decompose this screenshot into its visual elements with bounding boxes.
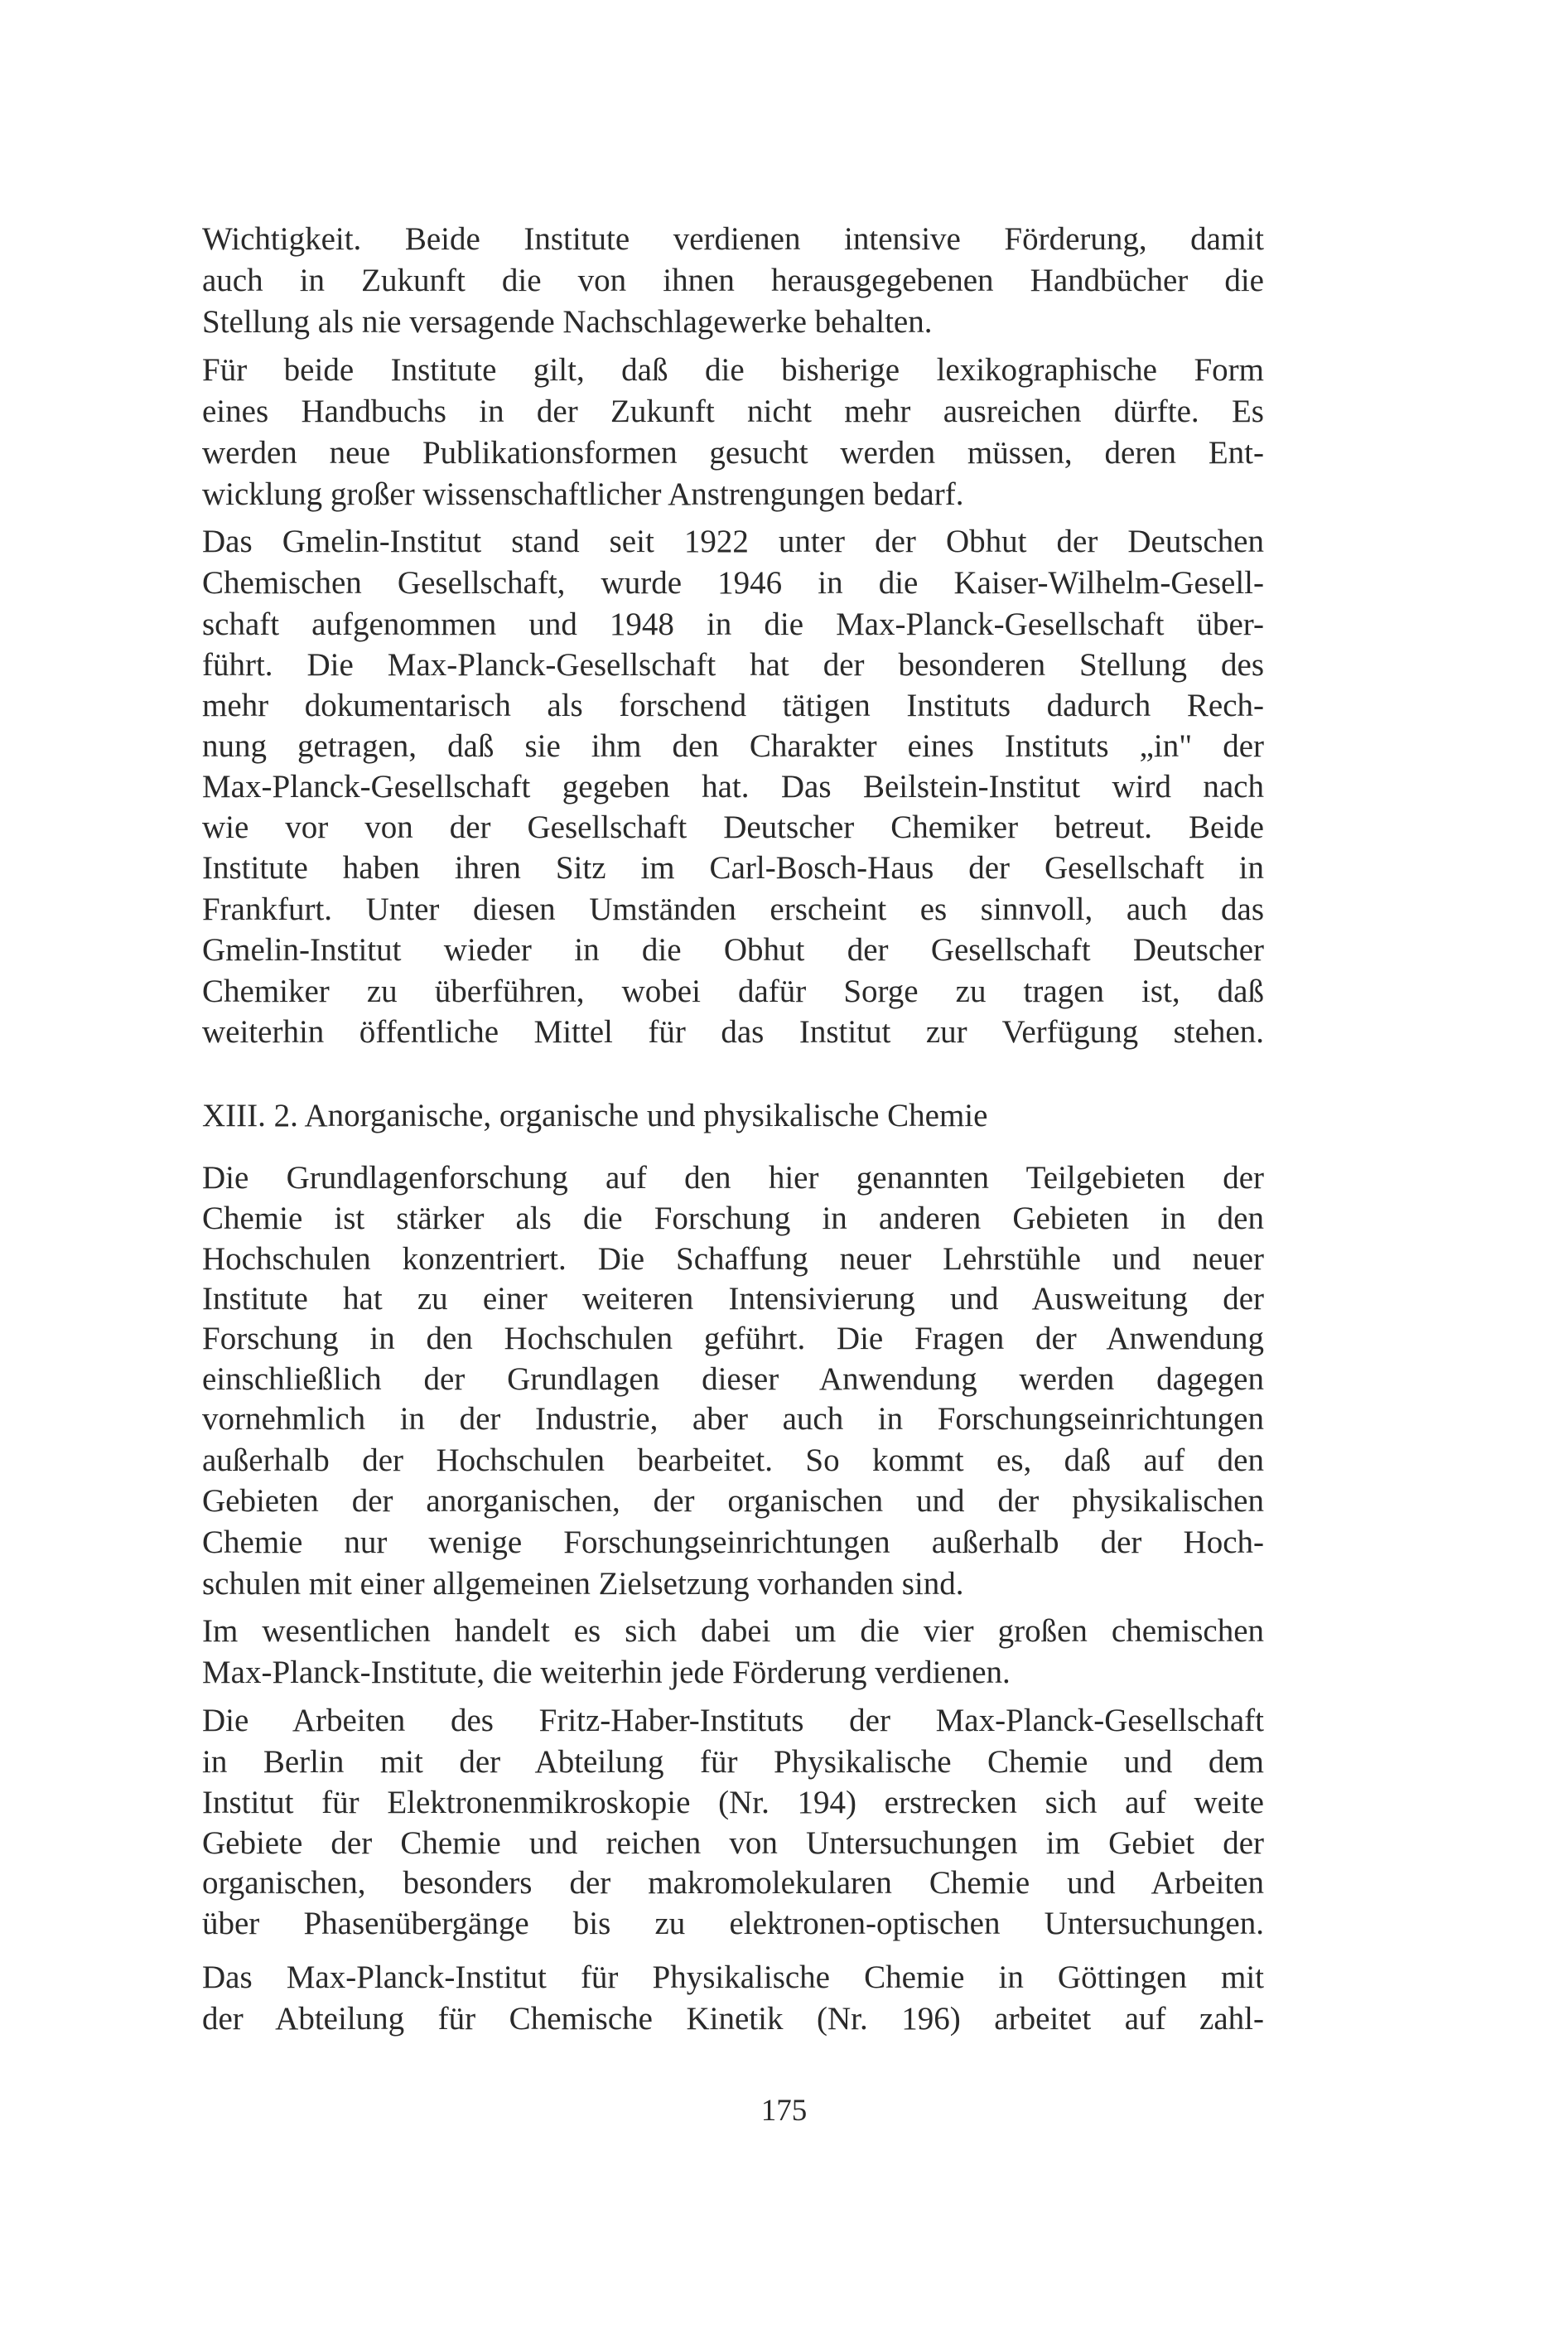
text-line: weiterhin öffentliche Mittel für das Institut zur Verfügung stehen. [202,1014,1264,1050]
text-line: schaft aufgenommen und 1948 in die Max-Planck-Gesellschaft über- [202,606,1264,642]
text-line: Chemie ist stärker als die Forschung in anderen Gebieten in den [202,1201,1264,1236]
text-line: Institute haben ihren Sitz im Carl-Bosch-Haus der Gesellschaft in [202,850,1264,886]
text-line: in Berlin mit der Abteilung für Physikalische Chemie und dem [202,1744,1264,1780]
text-line: Die Grundlagenforschung auf den hier genannten Teilgebieten der [202,1160,1264,1196]
text-line: Institute hat zu einer weiteren Intensivierung und Ausweitung der [202,1281,1264,1317]
text-line: Für beide Institute gilt, daß die bisherige lexikographische Form [202,352,1264,388]
text-line: Max-Planck-Gesellschaft gegeben hat. Das Beilstein-Institut wird nach [202,769,1264,805]
text-line: der Abteilung für Chemische Kinetik (Nr. 196) arbeitet auf zahl- [202,2001,1264,2037]
text-line: Chemie nur wenige Forschungseinrichtungen außerhalb der Hoch- [202,1525,1264,1560]
text-line: Gebiete der Chemie und reichen von Untersuchungen im Gebiet der [202,1825,1264,1861]
text-line: organischen, besonders der makromolekularen Chemie und Arbeiten [202,1865,1264,1901]
text-line: Das Max-Planck-Institut für Physikalische Chemie in Göttingen mit [202,1959,1264,1995]
text-line: eines Handbuchs in der Zukunft nicht mehr ausreichen dürfte. Es [202,394,1264,429]
text-line: Institut für Elektronenmikroskopie (Nr. 194) erstrecken sich auf weite [202,1785,1264,1820]
text-line: Forschung in den Hochschulen geführt. Die Fragen der Anwendung [202,1321,1264,1356]
text-line: Das Gmelin-Institut stand seit 1922 unter der Obhut der Deutschen [202,524,1264,559]
text-line: Chemischen Gesellschaft, wurde 1946 in die Kaiser-Wilhelm-Gesell- [202,565,1264,601]
text-line: mehr dokumentarisch als forschend tätigen Instituts dadurch Rech- [202,688,1264,723]
text-line: werden neue Publikationsformen gesucht werden müssen, deren Ent- [202,435,1264,471]
text-line: Frankfurt. Unter diesen Umständen erscheint es sinnvoll, auch das [202,892,1264,927]
text-line: Chemiker zu überführen, wobei dafür Sorge zu tragen ist, daß [202,974,1264,1009]
text-line: Hochschulen konzentriert. Die Schaffung neuer Lehrstühle und neuer [202,1241,1264,1277]
text-line: außerhalb der Hochschulen bearbeitet. So kommt es, daß auf den [202,1442,1264,1478]
page-number: 175 [760,2094,808,2128]
text-line: schulen mit einer allgemeinen Zielsetzung vorhanden sind. [202,1566,964,1602]
section-heading: XIII. 2. Anorganische, organische und physikalische Chemie [202,1098,988,1133]
text-line: auch in Zukunft die von ihnen herausgegebenen Handbücher die [202,263,1264,298]
text-line: Wichtigkeit. Beide Institute verdienen intensive Förderung, damit [202,221,1264,257]
text-line: Stellung als nie versagende Nachschlagewerke behalten. [202,304,933,340]
text-line: Gebieten der anorganischen, der organischen und der physikalischen [202,1483,1264,1519]
text-line: Gmelin-Institut wieder in die Obhut der Gesellschaft Deutscher [202,932,1264,968]
text-line: wicklung großer wissenschaftlicher Anstrengungen bedarf. [202,476,964,512]
text-line: vornehmlich in der Industrie, aber auch in Forschungseinrichtungen [202,1401,1264,1437]
text-line: einschließlich der Grundlagen dieser Anwendung werden dagegen [202,1361,1264,1397]
text-line: nung getragen, daß sie ihm den Charakter eines Instituts „in" der [202,728,1264,764]
text-line: Max-Planck-Institute, die weiterhin jede Förderung verdienen. [202,1655,1011,1690]
text-line: führt. Die Max-Planck-Gesellschaft hat der besonderen Stellung des [202,647,1264,683]
text-line: wie vor von der Gesellschaft Deutscher Chemiker betreut. Beide [202,809,1264,845]
text-line: über Phasenübergänge bis zu elektronen-optischen Untersuchungen. [202,1906,1264,1941]
text-line: Die Arbeiten des Fritz-Haber-Instituts der Max-Planck-Gesellschaft [202,1703,1264,1738]
text-line: Im wesentlichen handelt es sich dabei um die vier großen chemischen [202,1613,1264,1649]
